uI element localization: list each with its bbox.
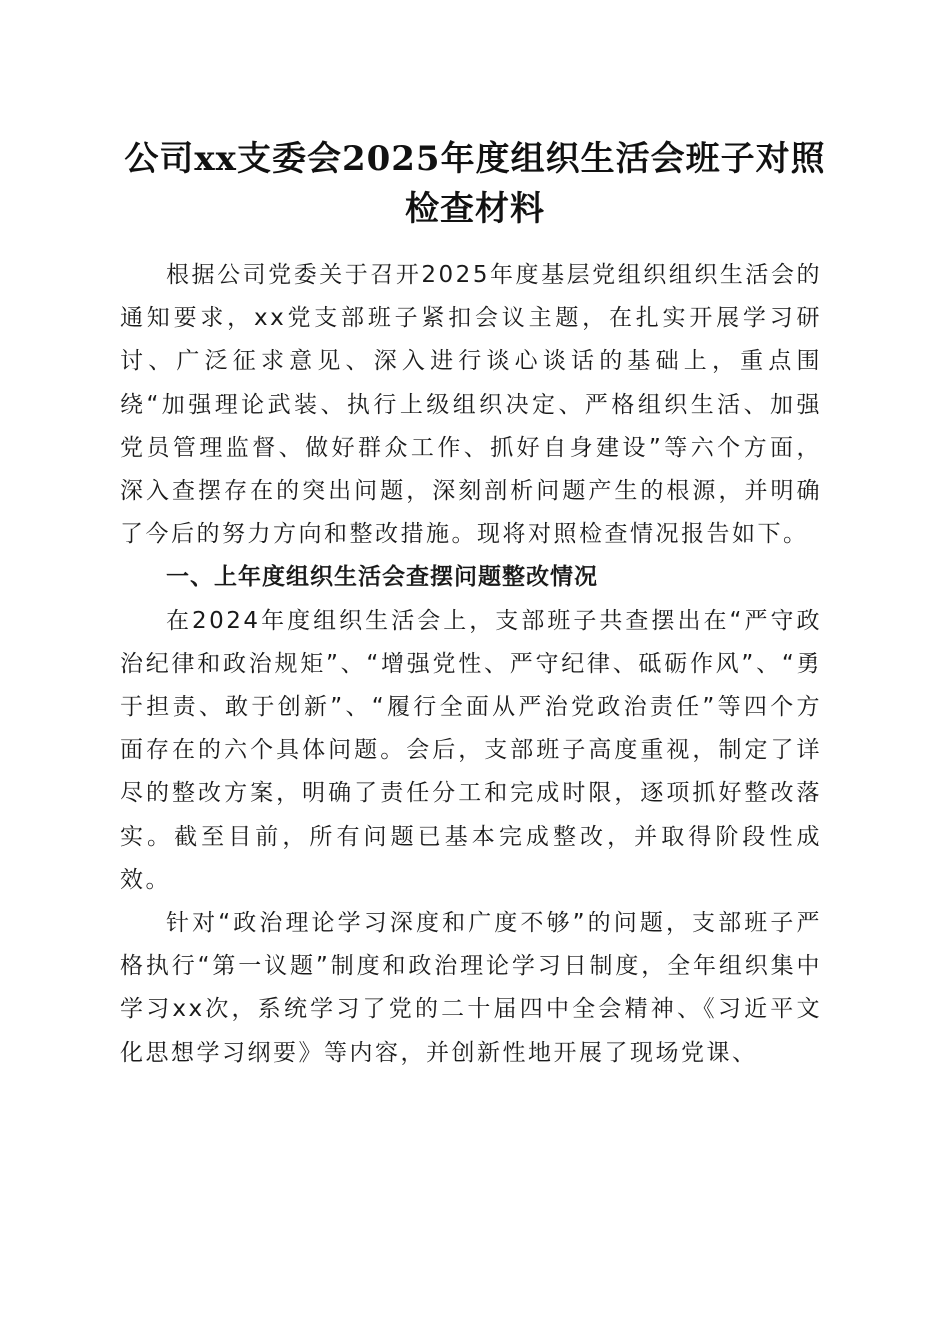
paragraph-intro: 根据公司党委关于召开2025年度基层党组织组织生活会的通知要求，xx党支部班子紧扣会议主题，在扎实开展学习研讨、广泛征求意见、深入进行谈心谈话的基础上，重点围绕“加强理论武装、执行上级组织决定、严格组织生活、加强党员管理监督、做好群众工作、抓好自身建设”等六个方面，深入查摆存在的突出问题，深刻剖析问题产生的根源，并明确了今后的努力方向和整改措施。现将对照检查情况报告如下。 <box>120 262 822 548</box>
document-body <box>120 254 822 1075</box>
title-line-2: 检查材料 <box>405 189 545 229</box>
section-heading: 一、上年度组织生活会查摆问题整改情况 <box>166 564 598 591</box>
paragraph-rectification: 在2024年度组织生活会上，支部班子共查摆出在“严守政治纪律和政治规矩”、“增强党性、严守纪律、砥砺作风”、“勇于担责、敢于创新”、“履行全面从严治党政治责任”等四个方面存在的六个具体问题。会后，支部班子高度重视，制定了详尽的整改方案，明确了责任分工和完成时限，逐项抓好整改落实。截至目前，所有问题已基本完成整改，并取得阶段性成效。 <box>120 607 822 893</box>
paragraph-theory-study: 针对“政治理论学习深度和广度不够”的问题，支部班子严格执行“第一议题”制度和政治理论学习日制度，全年组织集中学习xx次，系统学习了党的二十届四中全会精神、《习近平文化思想学习纲要》等内容，并创新性地开展了现场党课、 <box>120 910 822 1066</box>
title-line-1: 公司xx支委会2025年度组织生活会班子对照 <box>124 139 826 179</box>
document-title <box>100 134 850 234</box>
